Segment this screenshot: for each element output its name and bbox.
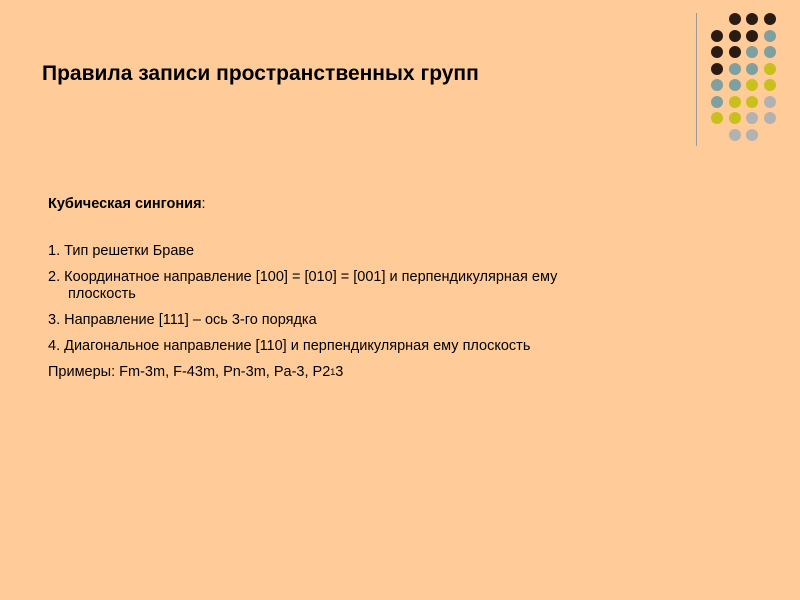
subheading-colon: : — [201, 196, 206, 212]
examples-tail: 3 — [335, 364, 344, 380]
dot-dark — [729, 46, 741, 58]
examples-line — [48, 364, 708, 381]
dot-teal — [729, 79, 741, 91]
dot-gray — [764, 96, 776, 108]
dot-teal — [746, 46, 758, 58]
list-item — [48, 243, 708, 260]
dot-olive — [746, 79, 758, 91]
decorative-dot-grid — [711, 13, 776, 141]
dot-olive — [746, 96, 758, 108]
dot-gray — [764, 112, 776, 124]
dot-gray — [746, 129, 758, 141]
dot-dark — [711, 30, 723, 42]
list-item-continuation: плоскость — [68, 286, 136, 302]
dot-empty — [764, 129, 776, 141]
examples-text: Примеры: Fm-3m, F-43m, Pn-3m, Pa-3, P2 — [48, 364, 331, 380]
divider-line — [696, 13, 697, 146]
dot-teal — [764, 30, 776, 42]
dot-dark — [764, 13, 776, 25]
dot-dark — [746, 13, 758, 25]
dot-empty — [711, 129, 723, 141]
dot-teal — [711, 96, 723, 108]
dot-dark — [729, 13, 741, 25]
slide-title: Правила записи пространственных групп — [42, 62, 479, 85]
list-item — [48, 312, 708, 329]
dot-teal — [711, 79, 723, 91]
subheading-text: Кубическая сингония — [48, 196, 202, 212]
dot-gray — [746, 112, 758, 124]
list-item-text: 4. Диагональное направление [110] и перпендикулярная ему плоскость — [48, 338, 531, 354]
dot-gray — [729, 129, 741, 141]
list-item-text: 3. Направление [111] – ось 3-го порядка — [48, 312, 317, 328]
dot-olive — [729, 112, 741, 124]
dot-teal — [729, 63, 741, 75]
dot-olive — [729, 96, 741, 108]
dot-dark — [746, 30, 758, 42]
list-item-text: 2. Координатное направление [100] = [010] = [001] и перпендикулярная ему — [48, 269, 558, 285]
dot-olive — [764, 63, 776, 75]
list-item-text: 1. Тип решетки Браве — [48, 243, 195, 259]
dot-dark — [711, 63, 723, 75]
subheading — [48, 196, 708, 213]
dot-dark — [729, 30, 741, 42]
slide-body — [48, 196, 708, 390]
dot-teal — [764, 46, 776, 58]
dot-empty — [711, 13, 723, 25]
list-item — [48, 338, 708, 355]
dot-olive — [764, 79, 776, 91]
examples-subscript: 1 — [330, 367, 336, 377]
dot-olive — [711, 112, 723, 124]
list-item — [48, 269, 708, 303]
dot-teal — [746, 63, 758, 75]
dot-dark — [711, 46, 723, 58]
